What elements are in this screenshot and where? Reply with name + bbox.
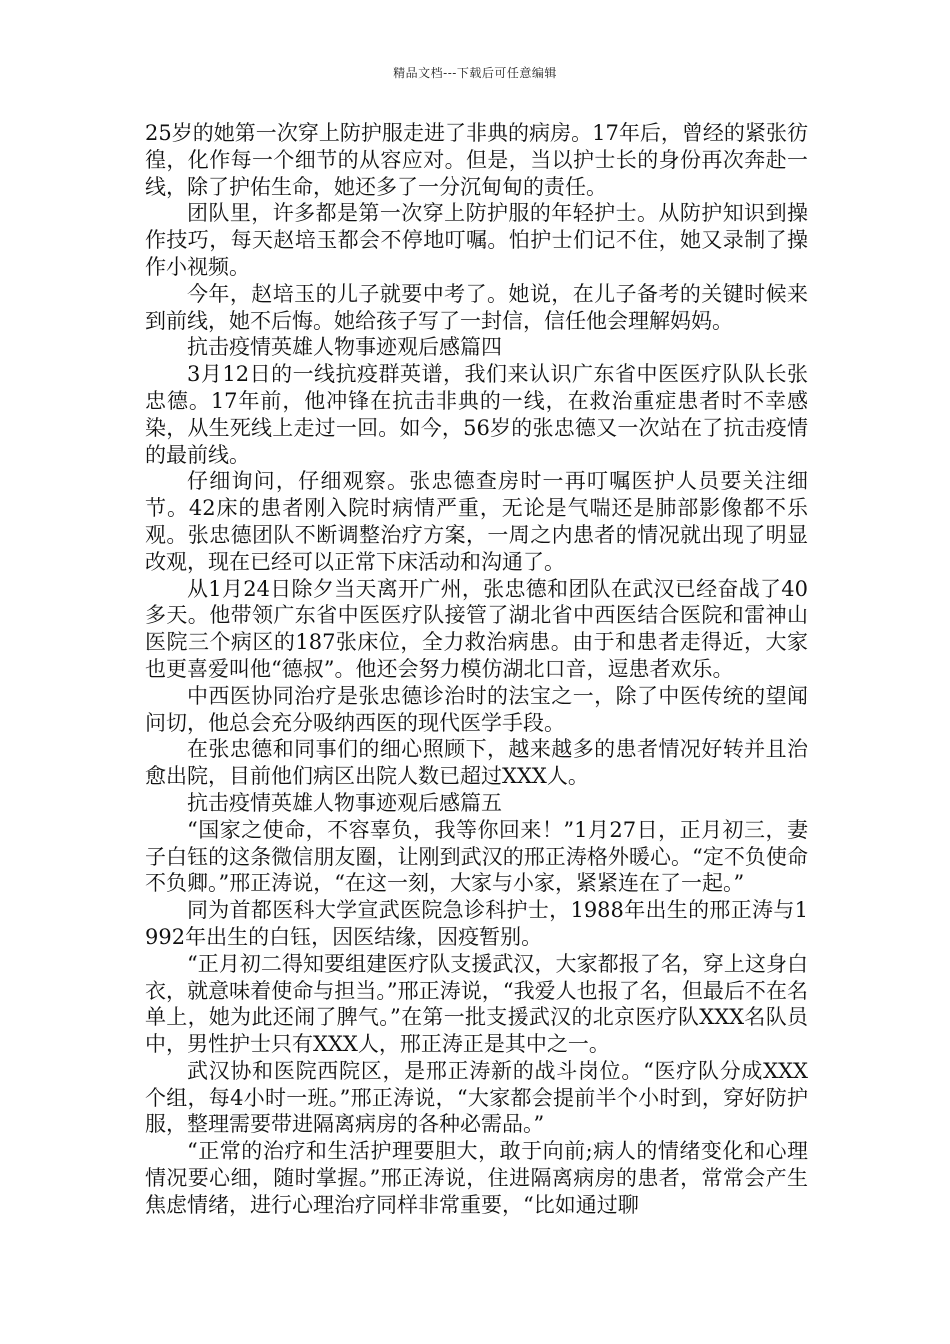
paragraph: 同为首都医科大学宣武医院急诊科护士，1988年出生的邢正涛与1992年出生的白钰，因医结缘，因疫暂别。 [145,898,808,949]
paragraph: 武汉协和医院西院区，是邢正涛新的战斗岗位。“医疗队分成XXX个组，每4小时一班。”邢正涛说，“大家都会提前半个小时到，穿好防护服，整理需要带进隔离病房的各种必需品。” [145,1058,808,1137]
paragraph: “正常的治疗和生活护理要胆大，敢于向前;病人的情绪变化和心理情况要心细，随时掌握。”邢正涛说，住进隔离病房的患者，常常会产生焦虑情绪，进行心理治疗同样非常重要，“比如通过聊 [145,1139,808,1217]
paragraph: 团队里，许多都是第一次穿上防护服的年轻护士。从防护知识到操作技巧，每天赵培玉都会不停地叮嘱。怕护士们记不住，她又录制了操作小视频。 [145,201,808,279]
paragraph: 今年，赵培玉的儿子就要中考了。她说，在儿子备考的关键时候来到前线，她不后悔。她给孩子写了一封信，信任他会理解妈妈。 [145,281,808,333]
paragraph: 中西医协同治疗是张忠德诊治时的法宝之一，除了中医传统的望闻问切，他总会充分吸纳西医的现代医学手段。 [145,683,808,735]
paragraph: “正月初二得知要组建医疗队支援武汉，大家都报了名，穿上这身白衣，就意味着使命与担当。”邢正涛说，“我爱人也报了名，但最后不在名单上，她为此还闹了脾气。”在第一批支援武汉的北京医疗队XXX名队员中，男性护士只有XXX人，邢正涛正是其中之一。 [145,951,808,1057]
paragraph: 3月12日的一线抗疫群英谱，我们来认识广东省中医医疗队队长张忠德。17年前，他冲锋在抗击非典的一线，在救治重症患者时不幸感染，从生死线上走过一回。如今，56岁的张忠德又一次站在了抗击疫情的最前线。 [145,362,808,467]
section-heading: 抗击疫情英雄人物事迹观后感篇四 [187,335,502,360]
page-header: 精品文档---下载后可任意编辑 [393,66,557,80]
paragraph: 25岁的她第一次穿上防护服走进了非典的病房。17年后，曾经的紧张彷徨，化作每一个细节的从容应对。但是，当以护士长的身份再次奔赴一线，除了护佑生命，她还多了一分沉甸甸的责任。 [145,121,808,199]
paragraph: 在张忠德和同事们的细心照顾下，越来越多的患者情况好转并且治愈出院，目前他们病区出院人数已超过XXX人。 [145,737,808,789]
paragraph: “国家之使命，不容辜负，我等你回来！”1月27日，正月初三，妻子白钰的这条微信朋友圈，让刚到武汉的邢正涛格外暖心。“定不负使命不负卿。”邢正涛说，“在这一刻，大家与小家，紧紧连在了一起。” [145,817,808,896]
paragraph: 仔细询问，仔细观察。张忠德查房时一再叮嘱医护人员要关注细节。42床的患者刚入院时病情严重，无论是气喘还是肺部影像都不乐观。张忠德团队不断调整治疗方案，一周之内患者的情况就出现了明显改观，现在已经可以正常下床活动和沟通了。 [145,469,808,574]
paragraph: 从1月24日除夕当天离开广州，张忠德和团队在武汉已经奋战了40多天。他带领广东省中医医疗队接管了湖北省中西医结合医院和雷神山医院三个病区的187张床位，全力救治病患。由于和患者走得近，大家也更喜爱叫他“德叔”。他还会努力模仿湖北口音，逗患者欢乐。 [145,576,808,681]
document-body [145,120,808,1219]
section-heading: 抗击疫情英雄人物事迹观后感篇五 [187,790,502,815]
